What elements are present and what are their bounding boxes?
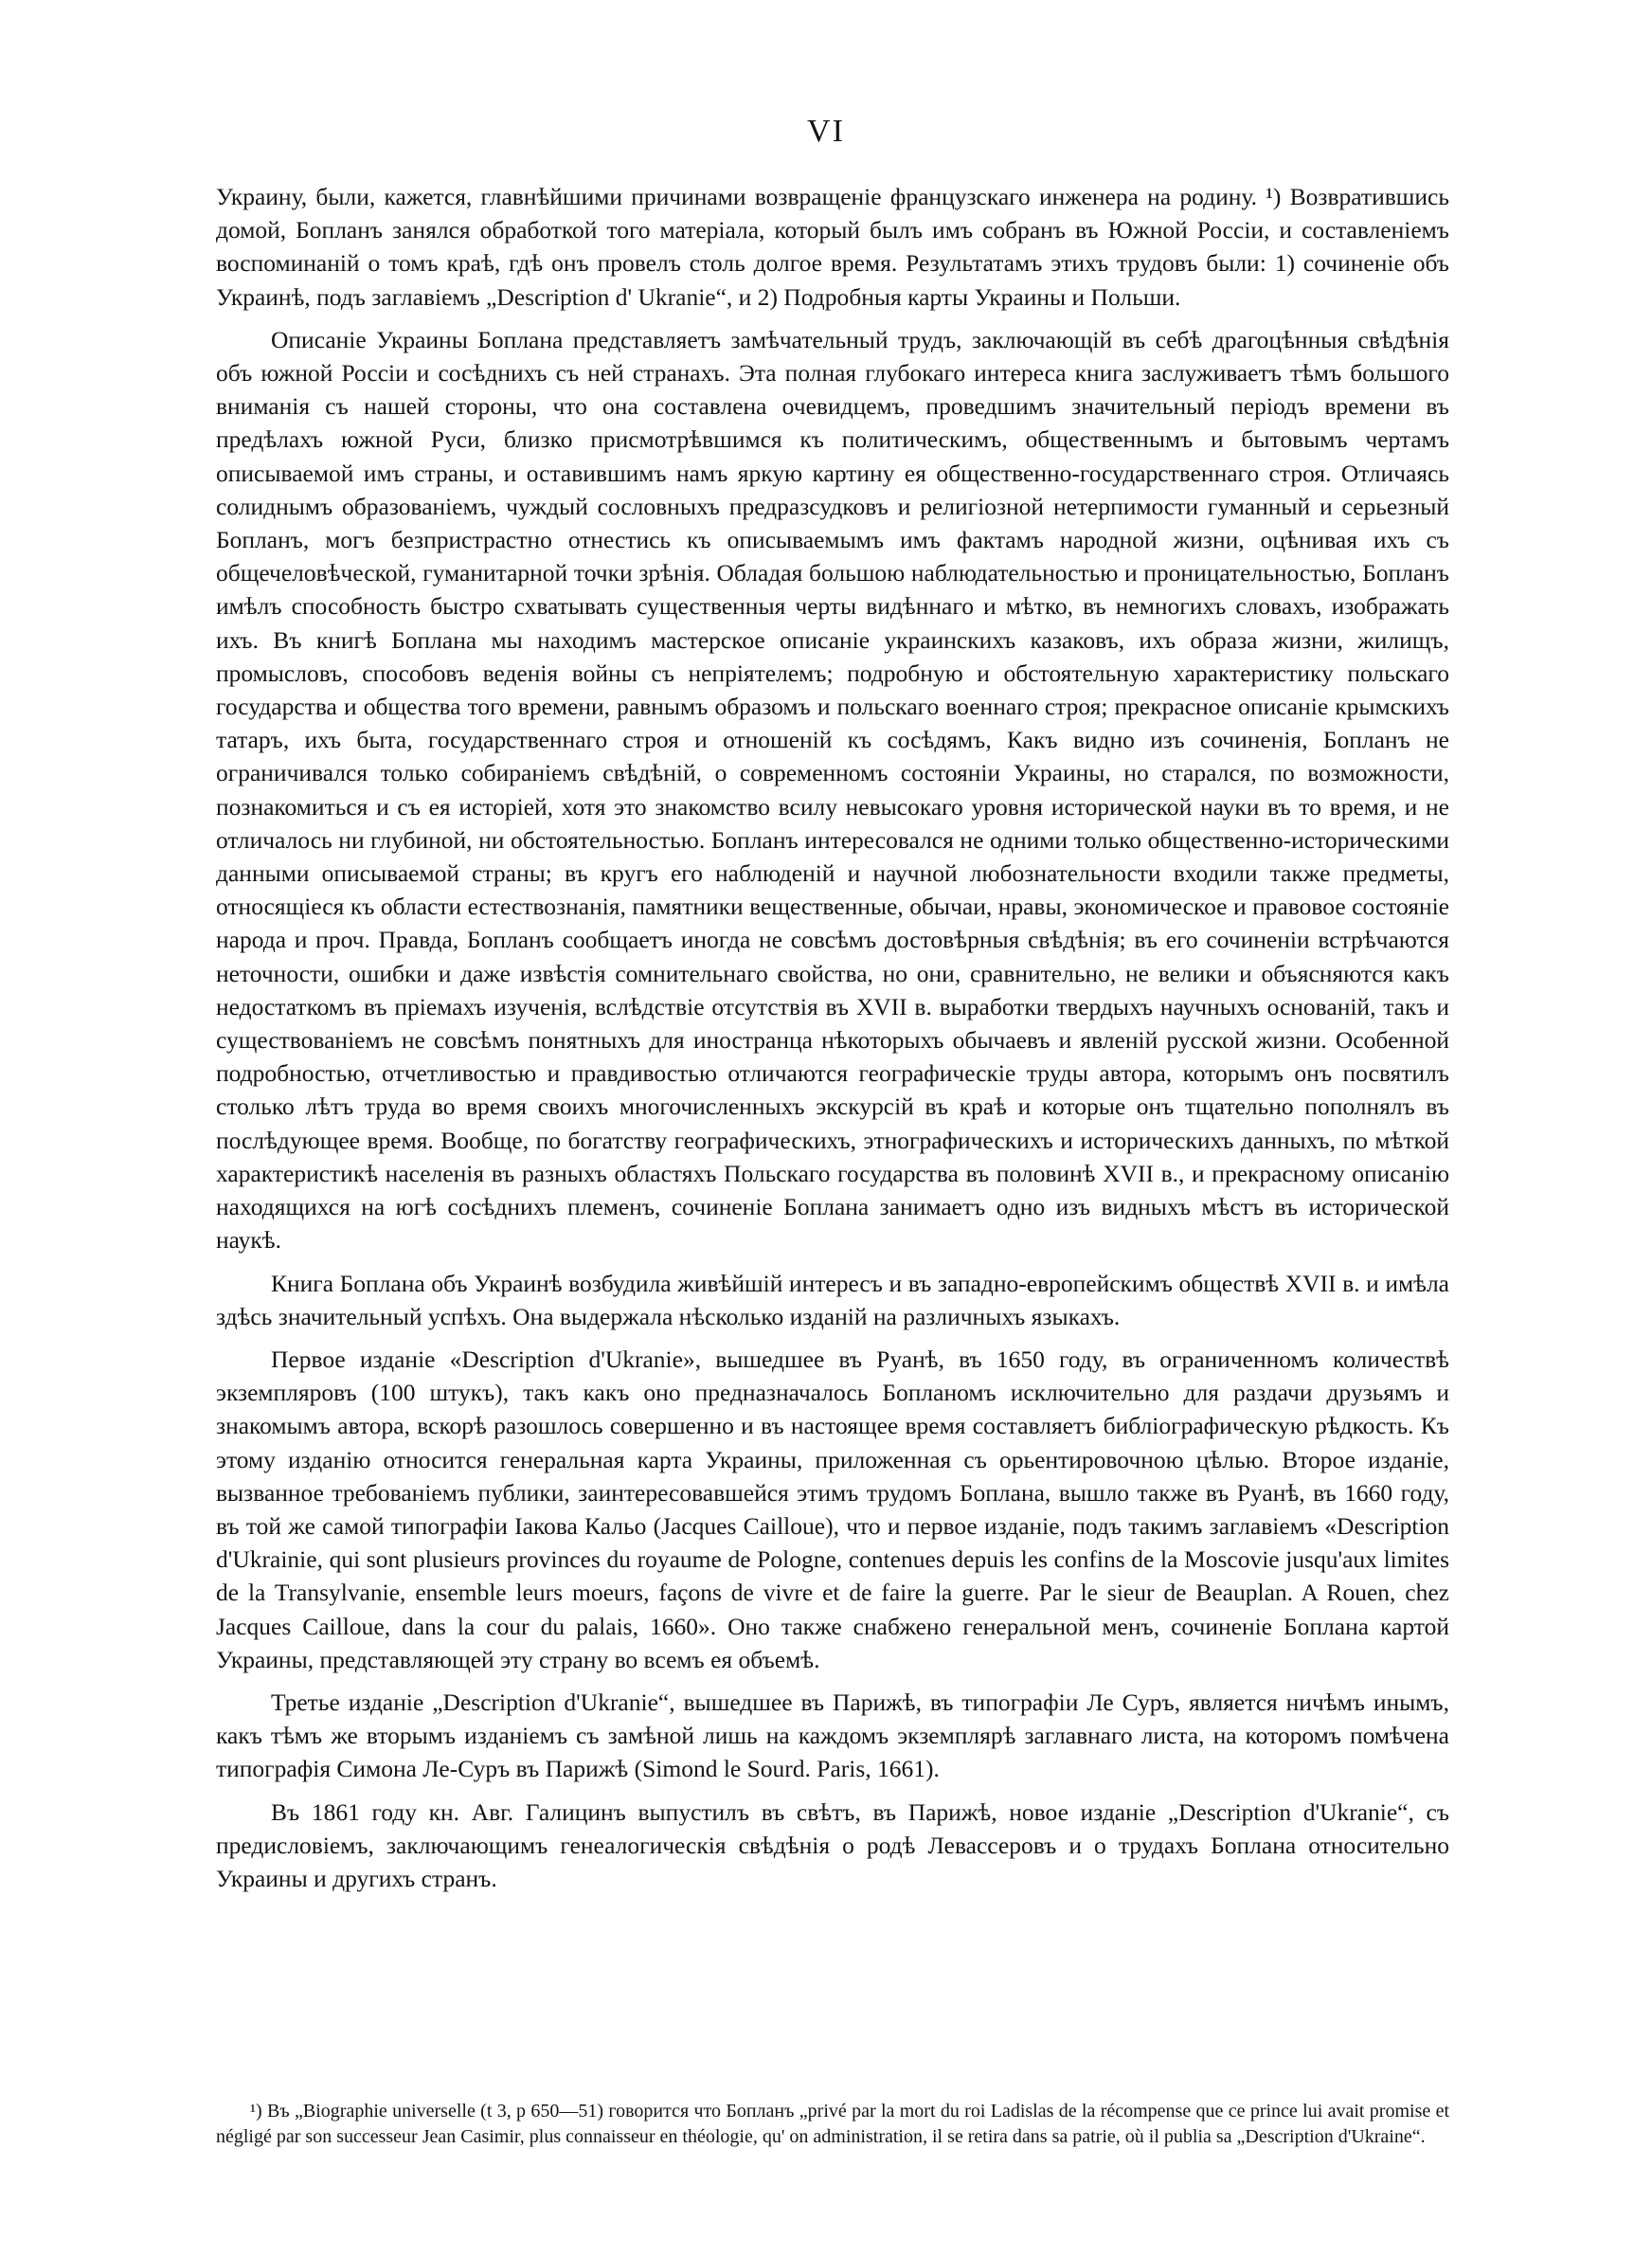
paragraph-5: Третье изданіе „Description d'Ukranie“, вышедшее въ Парижѣ, въ типографіи Ле Суръ, является ничѣмъ инымъ, какъ тѣмъ же вторымъ изданіемъ съ замѣной лишь на каждомъ экземплярѣ заглавнаго листа, на которомъ помѣчена типографія Симона Ле-Суръ въ Парижѣ (Simond le Sourd. Paris, 1661).: [216, 1688, 1449, 1783]
paragraph-2: Описаніе Украины Боплана представляетъ замѣчательный трудъ, заключающій въ себѣ драгоцѣнныя свѣдѣнія объ южной Россіи и сосѣднихъ съ ней странахъ. Эта полная глубокаго интереса книга заслуживаетъ тѣмъ большого вниманія съ нашей стороны, что она составлена очевидцемъ, проведшимъ значительный періодъ времени въ предѣлахъ южной Руси, близко присмотрѣвшимся къ политическимъ, общественнымъ и бытовымъ чертамъ описываемой имъ страны, и оставившимъ намъ яркую картину ея общественно-государственнаго строя. Отличаясь солиднымъ образованіемъ, чуждый сословныхъ предразсудковъ и религіозной нетерпимости гуманный и серьезный Бопланъ, могъ безпристрастно отнестись къ описываемымъ имъ фактамъ народной жизни, оцѣнивая ихъ съ общечеловѣческой, гуманитарной точки зрѣнія. Обладая большою наблюдательностью и проницательностью, Бопланъ имѣлъ способность быстро схватывать существенныя черты видѣннаго и мѣтко, въ немногихъ словахъ, изображать ихъ. Въ книгѣ Боплана мы находимъ мастерское описаніе украинскихъ казаковъ, ихъ образа жизни, жилищъ, промысловъ, способовъ веденія войны съ непріятелемъ; подробную и обстоятельную характеристику польскаго государства и общества того времени, равнымъ образомъ и польскаго военнаго строя; прекрасное описаніе крымскихъ татаръ, ихъ быта, государственнаго строя и отношеній къ сосѣдямъ, Какъ видно изъ сочиненія, Бопланъ не ограничивался только собираніемъ свѣдѣній, о современномъ состояніи Украины, но старался, по возможности, познакомиться и съ ея исторіей, хотя это знакомство всилу невысокаго уровня исторической науки въ то время, и не отличалось ни глубиной, ни обстоятельностью. Бопланъ интересовался не одними только общественно-историческими данными описываемой страны; въ кругъ его наблюденій и научной любознательности входили также предметы, относящіеся къ области естествознанія, памятники вещественные, обычаи, нравы, экономическое и правовое состояніе народа и проч. Правда, Бопланъ сообщаетъ иногда не совсѣмъ достовѣрныя свѣдѣнія; въ его сочиненіи встрѣчаются неточности, ошибки и даже извѣстія сомнительнаго свойства, но они, сравнительно, не велики и объясняются какъ недостаткомъ въ пріемахъ изученія, вслѣдствіе отсутствія въ XVII в. выработки твердыхъ научныхъ основаній, такъ и существованіемъ не совсѣмъ понятныхъ для иностранца нѣкоторыхъ обычаевъ и явленій русской жизни. Особенной подробностью, отчетливостью и правдивостью отличаются географическіе труды автора, которымъ онъ посвятилъ столько лѣтъ труда во время своихъ многочисленныхъ экскурсій въ краѣ и которые онъ тщательно пополнялъ въ послѣдующее время. Вообще, по богатству географическихъ, этнографическихъ и историческихъ данныхъ, по мѣткой характеристикѣ населенія въ разныхъ областяхъ Польскаго государства въ половинѣ XVII в., и прекрасному описанію находящихся на югѣ сосѣднихъ племенъ, сочиненіе Боплана занимаетъ одно изъ видныхъ мѣстъ въ исторической наукѣ.: [216, 325, 1449, 1255]
page-number: VI: [807, 114, 845, 149]
paragraph-6: Въ 1861 году кн. Авг. Галицинъ выпустилъ въ свѣтъ, въ Парижѣ, новое изданіе „Description d'Ukranie“, съ предисловіемъ, заключающимъ генеалогическія свѣдѣнія о родѣ Левассеровъ и о трудахъ Боплана относительно Украины и другихъ странъ.: [216, 1797, 1449, 1892]
paragraph-3: Книга Боплана объ Украинѣ возбудила живѣйшій интересъ и въ западно-европейскимъ обществѣ XVII в. и имѣла здѣсь значительный успѣхъ. Она выдержала нѣсколько изданій на различныхъ языкахъ.: [216, 1269, 1449, 1330]
paragraph-1: Украину, были, кажется, главнѣйшими причинами возвращеніе французскаго инженера на родину. ¹) Возвратившись домой, Бопланъ занялся обработкой того матеріала, который былъ имъ собранъ въ Южной Россіи, и составленіемъ воспоминаній о томъ краѣ, гдѣ онъ провелъ столь долгое время. Результатамъ этихъ трудовъ были: 1) сочиненіе объ Украинѣ, подъ заглавіемъ „Description d' Ukranie“, и 2) Подробныя карты Украины и Польши.: [216, 183, 1449, 311]
paragraph-4: Первое изданіе «Description d'Ukranie», вышедшее въ Руанѣ, въ 1650 году, въ ограниченномъ количествѣ экземпляровъ (100 штукъ), такъ какъ оно предназначалось Бопланомъ исключительно для раздачи друзьямъ и знакомымъ автора, вскорѣ разошлось совершенно и въ настоящее время составляетъ библіографическую рѣдкость. Къ этому изданію относится генеральная карта Украины, приложенная съ орьентировочною цѣлью. Второе изданіе, вызванное требованіемъ публики, заинтересовавшейся этимъ трудомъ Боплана, вышло также въ Руанѣ, въ 1660 году, въ той же самой типографіи Іакова Кальо (Jacques Cailloue), что и первое изданіе, подъ такимъ заглавіемъ «Description d'Ukrainie, qui sont plusieurs provinces du royaume de Pologne, contenues depuis les confins de la Moscovie jusqu'aux limites de la Transylvanie, ensemble leurs moeurs, façons de vivre et de faire la guerre. Par le sieur de Beauplan. A Rouen, chez Jacques Cailloue, dans la cour du palais, 1660». Оно также снабжено генеральной менъ, сочиненіе Боплана картой Украины, представляющей эту страну во всемъ ея объемѣ.: [216, 1345, 1449, 1673]
footnotes: [216, 2099, 1449, 2150]
footnote-1: ¹) Въ „Biographie universelle (t 3, p 650—51) говорится что Бопланъ „privé par la mort du roi Ladislas de la récompense que ce prince lui avait promise et négligé par son successeur Jean Casimir, plus connaisseur en théologie, qu' on administration, il se retira dans sa patrie, où il publia sa „Description d'Ukraine“.: [216, 2101, 1449, 2147]
body-text: [216, 180, 1449, 1905]
